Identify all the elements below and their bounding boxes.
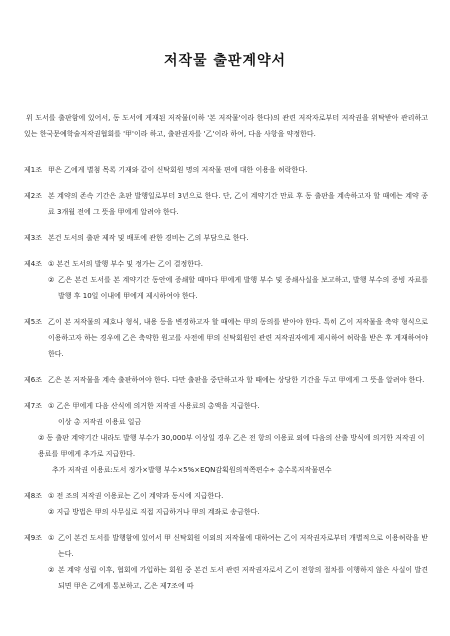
article-clause-1-total: 이상 총 저작권 이용료 일금 <box>58 418 142 426</box>
article-5 <box>24 314 428 362</box>
article-label: 제5조 <box>24 318 42 326</box>
article-9 <box>24 530 428 594</box>
article-label: 제4조 <box>24 260 42 268</box>
article-8 <box>24 488 428 520</box>
article-clause-1: ① 전 조의 저작권 이용료는 乙이 계약과 동시에 지급한다. <box>48 492 224 500</box>
article-6 <box>24 372 428 388</box>
article-4 <box>24 256 428 304</box>
article-label: 제6조 <box>24 376 42 384</box>
document-title: 저작물 출판계약서 <box>163 53 287 69</box>
article-7 <box>24 398 428 478</box>
article-clause-2: ② 지급 방법은 甲의 사무실로 직접 지급하거나 甲의 계좌로 송금한다. <box>48 508 260 516</box>
article-text: 甲은 乙에게 별첨 목록 기재와 같이 신탁회원 명의 저작물 편에 대한 이용을 허락한다. <box>48 166 308 174</box>
article-label: 제9조 <box>24 534 42 542</box>
article-label: 제7조 <box>24 402 42 410</box>
article-text: 乙은 본 저작물을 계속 출판하여야 한다. 다만 출판을 중단하고자 할 때에는 상당한 기간을 두고 甲에게 그 뜻을 알려야 한다. <box>48 376 425 384</box>
document-body <box>24 110 428 604</box>
article-1 <box>24 162 428 178</box>
article-clause-2: 乙은 본건 도서를 본 계약기간 동안에 증쇄할 때마다 甲에게 발행 부수 및 증쇄사실을 보고하고, 발행 부수의 증빙 자료를 발행 후 10일 이내에 甲에게 제시하여야 한다. <box>58 276 428 300</box>
article-text: 본건 도서의 출판 제작 및 배포에 관한 경비는 乙의 부담으로 한다. <box>48 234 249 242</box>
clause-number: ② <box>48 276 55 284</box>
article-3 <box>24 230 428 246</box>
article-clause-2: ② 동 출판 계약기간 내라도 발행 부수가 30,000부 이상일 경우 乙은 전 항의 이용료 외에 다음의 산출 방식에 의거한 저작권 이용료를 甲에게 추가로 지급한다. <box>38 434 425 458</box>
intro-paragraph: 위 도서를 출판함에 있어서, 동 도서에 게재된 저작물(이하 '본 저작물'이라 한다)의 관련 저작자로부터 저작권을 위탁받아 관리하고 있는 한국문예학술저작권협회를 '甲'이라 하고, 출판권자를 '乙'이라 하여, 다음 사항을 약정한다. <box>24 114 428 138</box>
article-clause-1: 乙이 본건 도서를 발행함에 있어서 甲 신탁회원 이외의 저작물에 대하여는 乙이 저작권자로부터 개별적으로 이용허락을 받는다. <box>58 534 428 558</box>
article-clause-1: ① 본건 도서의 발행 부수 및 정가는 乙이 결정한다. <box>48 260 204 268</box>
article-label: 제3조 <box>24 234 42 242</box>
article-clause-2: 본 계약 성립 이후, 협회에 가입하는 회원 중 본건 도서 관련 저작권자로서 乙이 전항의 절차를 이행하지 않은 사실이 발견되면 甲은 乙에게 통보하고, 乙은 제7조에 따 <box>58 566 428 590</box>
clause-number: ② <box>48 566 55 574</box>
article-formula: 추가 저작권 이용료:도서 정가×발행 부수×5%×EQN감획원의적쪽편수÷ 총수록저작물편수 <box>52 466 332 474</box>
article-clause-1: ① 乙은 甲에게 다음 산식에 의거한 저작권 사용료의 총액을 지급한다. <box>48 402 260 410</box>
article-label: 제1조 <box>24 166 42 174</box>
article-text: 乙이 본 저작물의 제호나 형식, 내용 등을 변경하고자 할 때에는 甲의 동의를 받아야 한다. 특히 乙이 저작물을 축약 형식으로 이용하고자 하는 경우에 乙은 축약한 원고를 사전에 甲의 신탁회원인 관련 저작권자에게 제시하여 허락을 받은 후 게재하여야 한다. <box>48 318 428 358</box>
clause-number: ① <box>48 534 55 542</box>
article-text: 본 계약의 존속 기간은 초판 발행일로부터 3년으로 한다. 단, 乙이 계약기간 만료 후 동 출판을 계속하고자 할 때에는 계약 종료 3개월 전에 그 뜻을 甲에게 알려야 한다. <box>48 192 428 216</box>
article-label: 제2조 <box>24 192 42 200</box>
article-2 <box>24 188 428 220</box>
article-label: 제8조 <box>24 492 42 500</box>
